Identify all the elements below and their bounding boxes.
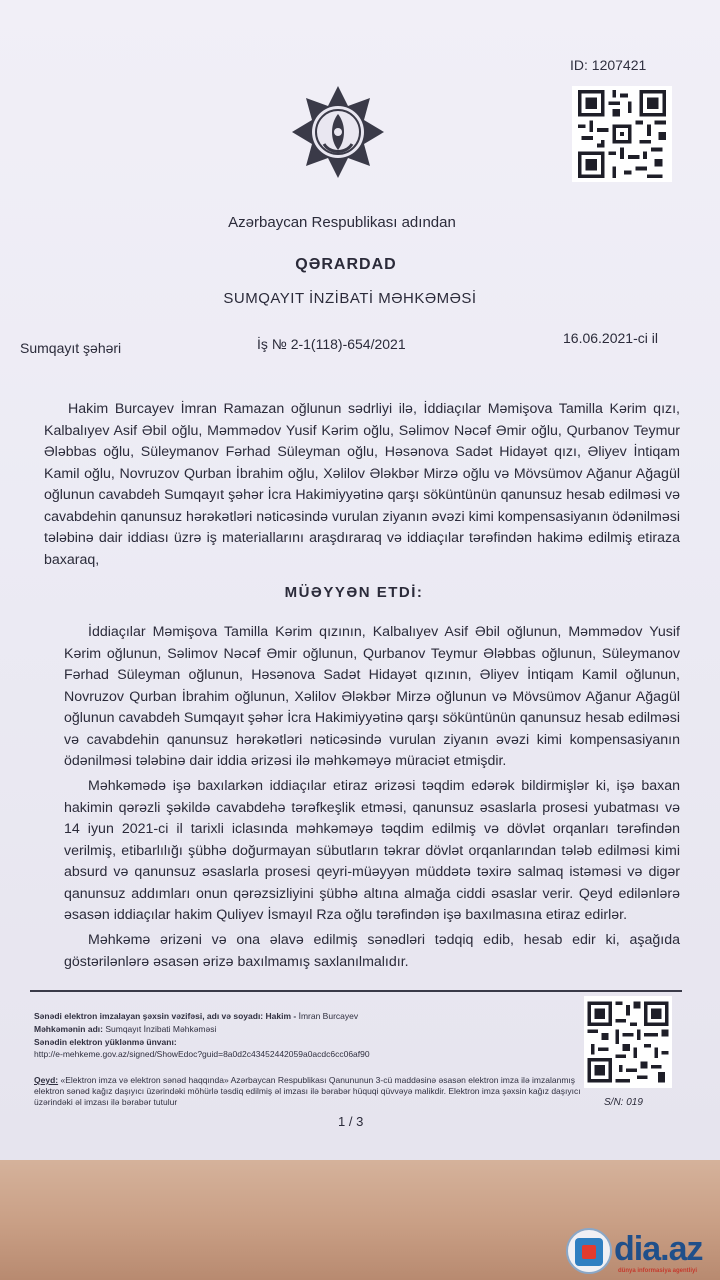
- note-label: Qeyd:: [34, 1075, 59, 1085]
- republic-line: Azərbaycan Respublikası adından: [228, 214, 456, 231]
- qr-code-icon: [572, 86, 672, 182]
- state-emblem-icon: [290, 84, 386, 180]
- paragraph-objection: Məhkəmədə işə baxılarkən iddiaçılar etiraz ərizəsi təqdim edərək bildirmişlər ki, işə baxan hakimin qərəzli şəkildə cavabdehə tərəfkeşlik etməsi, qanunsuz əsaslarla prosesi yubatması və 14 iyun 2021-ci il tarixli iclasında məhkəməyə təqdim edilmiş və dövlət orqanları tərəfindən verilmiş, etibarlılığı şübhə doğurmayan sübutların təkrar dövlət orqanlarından tələb edilməsi kimi absurd və qanunsuz əsaslarla prosesi qeyri-müəyyən müddətə təxirə salmaq istəməsi və digər qanunsuz addımları onun qərəzsizliyini şübhə altına almağa ciddi əsaslar verir. Qeyd edilənlərə əsasən iddiaçılar hakim Quliyev İsmayıl Rza oğlu tərəfindən işə baxılmasına etiraz edirlər.: [64, 778, 680, 923]
- case-number: İş № 2-1(118)-654/2021: [257, 336, 406, 352]
- court-line: [34, 1024, 574, 1035]
- note-text: «Elektron imza və elektron sənəd haqqında» Azərbaycan Respublikası Qanununun 3-cü maddəsinə əsasən elektron imza ilə imzalanmış elektron sənəd kağız daşıyıcı üzərindəki möhürlə təsdiq edilmiş əl imzası ilə bərabər hüquqi qüvvəyə malikdir. Elektron imza şəxsin kağız daşıyıcı üzərindəki əl imzası ilə bərabər tutulur: [34, 1075, 581, 1107]
- intro-paragraph: Hakim Burcayev İmran Ramazan oğlunun sədrliyi ilə, İddiaçılar Məmişova Tamilla Kərim qızı, Kalbalıyev Asif Əbil oğlu, Məmmədov Yusif Kərim oğlu, Səlimov Nəcəf Əmir oğlu, Qurbanov Teymur Ələbbas oğlu, Süleymanov Fərhad Süleyman oğlu, Həsənova Sadət Hidayət qızı, Əliyev İntiqam Kamil oğlu, Novruzov Qurban İbrahim oğlu, Xəlilov Ələkbər Mirzə oğlu və Mövsümov Ağanur Ağagül oğlunun cavabdeh Sumqayıt şəhər İcra Hakimiyyətinə qarşı söküntünün qanunsuz hesab edilməsi və cavabdehin qanunsuz hərəkətləri nəticəsində vurulan ziyanın əvəzi kimi kompensasiyanın ödənilməsi tələbinə dair iddiası üzrə iş materiallarını araşdıraraq və iddiaçılar tərəfindən hakimə edilmiş etiraza baxaraq,: [44, 401, 680, 568]
- court-value: Sumqayıt İnzibati Məhkəməsi: [105, 1024, 217, 1034]
- dia-tagline: dünya informasiya agentliyi: [618, 1268, 698, 1274]
- dia-site-name: dia.az: [614, 1230, 703, 1268]
- address-link[interactable]: http://e-mehkeme.gov.az/signed/ShowEdoc?guid=8a0d2c43452442059a0acdc6cc06af90: [34, 1049, 370, 1059]
- dia-badge: [566, 1228, 612, 1274]
- signer-value: İmran Burcayev: [298, 1011, 359, 1021]
- decision-date: 16.06.2021-ci il: [563, 330, 658, 346]
- address-label: Sənədin elektron yüklənmə ünvanı:: [34, 1037, 177, 1047]
- section-heading: MÜƏYYƏN ETDİ:: [284, 584, 424, 601]
- footer-divider: [30, 990, 682, 992]
- court-label: Məhkəmənin adı:: [34, 1024, 103, 1034]
- legal-note: [34, 1075, 594, 1108]
- document-type: QƏRARDAD: [295, 256, 397, 273]
- serial-number: S/N: 019: [604, 1097, 643, 1108]
- page-number: 1 / 3: [338, 1114, 364, 1129]
- paragraph-conclusion: Məhkəmə ərizəni və ona əlavə edilmiş sənədləri tədqiq edib, hesab edir ki, aşağıda göstərilənlərə əsasən ərizə baxılmamış saxlanılmalıdır.: [64, 932, 680, 970]
- signer-label: Sənədi elektron imzalayan şəxsin vəzifəsi, adı və soyadı: Hakim -: [34, 1011, 297, 1021]
- paragraph-claim: İddiaçılar Məmişova Tamilla Kərim qızının, Kalbalıyev Asif Əbil oğlunun, Məmmədov Yusif Kərim oğlunun, Səlimov Nəcəf Əmir oğlunun, Qurbanov Teymur Ələbbas oğlunun, Süleymanov Fərhad Süleyman oğlunun, Həsənova Sadət Hidayət qızının, Əliyev İntiqam Kamil oğlunun, Novruzov Qurban İbrahim oğlunun, Xəlilov Ələkbər Mirzə oğlunun və Mövsümov Ağanur Ağagül oğlunun cavabdeh Sumqayıt şəhər İcra Hakimiyyətinə qarşı söküntünün qanunsuz hesab edilməsi və cavabdehin qanunsuz hərəkətləri nəticəsində vurulan ziyanın əvəzi kimi kompensasiyanın ödənilməsi tələbinə dair iddia ərizəsi ilə məhkəməyə müraciət etmişdir.: [64, 624, 680, 769]
- qr-code-icon: [584, 996, 672, 1088]
- city: Sumqayıt şəhəri: [20, 340, 122, 356]
- document-id: ID: 1207421: [570, 57, 647, 73]
- signer-line: [34, 1011, 574, 1022]
- dia-logo-icon: [566, 1228, 714, 1276]
- court-name: SUMQAYIT İNZİBATİ MƏHKƏMƏSİ: [223, 290, 477, 307]
